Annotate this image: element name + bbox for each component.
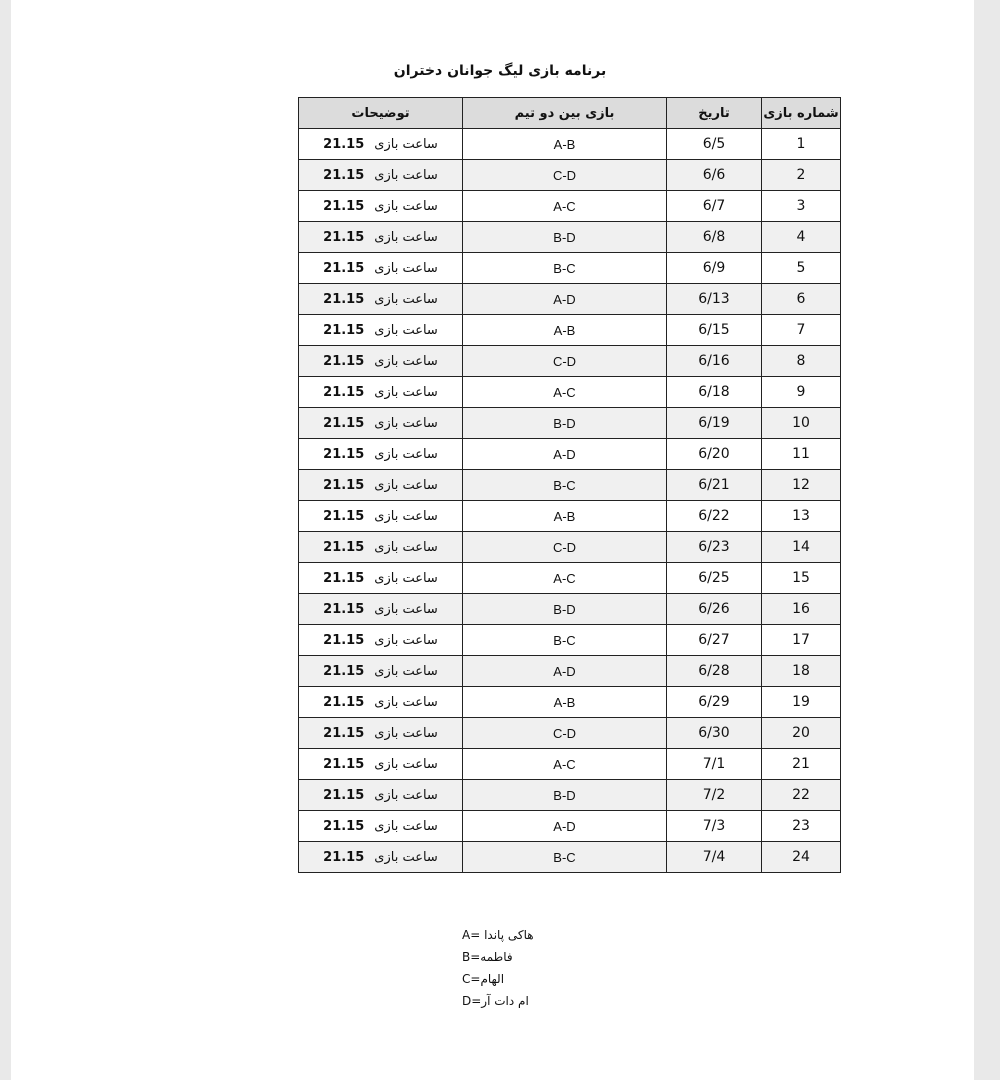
table-row [299,439,841,470]
cell-notes [299,129,463,160]
cell-match: C-D [463,346,667,377]
cell-match: B-D [463,780,667,811]
cell-match: A-D [463,439,667,470]
notes-time: 21.15 [323,230,365,245]
notes-label: ساعت بازی [374,385,438,400]
cell-date: 6/13 [667,284,762,315]
cell-date: 6/25 [667,563,762,594]
notes-time: 21.15 [323,478,365,493]
table-row [299,501,841,532]
cell-notes [299,408,463,439]
table-row [299,129,841,160]
cell-game-number: 7 [762,315,841,346]
table-row [299,470,841,501]
notes-label: ساعت بازی [374,850,438,865]
table-row [299,284,841,315]
cell-match: A-B [463,129,667,160]
notes-time: 21.15 [323,447,365,462]
notes-label: ساعت بازی [374,261,438,276]
notes-time: 21.15 [323,757,365,772]
cell-game-number: 16 [762,594,841,625]
cell-notes [299,656,463,687]
notes-time: 21.15 [323,323,365,338]
cell-game-number: 20 [762,718,841,749]
table-row [299,625,841,656]
cell-date: 6/8 [667,222,762,253]
cell-game-number: 6 [762,284,841,315]
cell-date: 7/4 [667,842,762,873]
cell-notes [299,749,463,780]
cell-match: A-C [463,191,667,222]
cell-game-number: 11 [762,439,841,470]
table-body [299,129,841,873]
cell-date: 6/15 [667,315,762,346]
cell-game-number: 18 [762,656,841,687]
cell-notes [299,470,463,501]
notes-label: ساعت بازی [374,540,438,555]
table-row [299,811,841,842]
notes-content [323,571,438,586]
notes-time: 21.15 [323,571,365,586]
cell-notes [299,532,463,563]
cell-game-number: 17 [762,625,841,656]
cell-date: 6/16 [667,346,762,377]
table-row [299,315,841,346]
cell-notes [299,718,463,749]
notes-label: ساعت بازی [374,571,438,586]
notes-label: ساعت بازی [374,323,438,338]
table-row [299,842,841,873]
notes-label: ساعت بازی [374,757,438,772]
notes-label: ساعت بازی [374,602,438,617]
notes-content [323,850,438,865]
notes-label: ساعت بازی [374,137,438,152]
notes-label: ساعت بازی [374,509,438,524]
notes-label: ساعت بازی [374,726,438,741]
cell-match: A-D [463,284,667,315]
cell-notes [299,687,463,718]
table-row [299,594,841,625]
notes-time: 21.15 [323,509,365,524]
notes-label: ساعت بازی [374,819,438,834]
cell-notes [299,253,463,284]
cell-notes [299,842,463,873]
cell-game-number: 4 [762,222,841,253]
cell-match: B-C [463,470,667,501]
cell-date: 6/21 [667,470,762,501]
cell-date: 6/26 [667,594,762,625]
cell-game-number: 5 [762,253,841,284]
notes-content [323,819,438,834]
notes-content [323,385,438,400]
cell-notes [299,191,463,222]
cell-notes [299,625,463,656]
cell-game-number: 21 [762,749,841,780]
cell-game-number: 15 [762,563,841,594]
notes-time: 21.15 [323,602,365,617]
cell-date: 6/19 [667,408,762,439]
cell-date: 7/2 [667,780,762,811]
cell-game-number: 9 [762,377,841,408]
table-row [299,718,841,749]
legend-item: C=الهام [462,972,505,986]
notes-label: ساعت بازی [374,416,438,431]
notes-label: ساعت بازی [374,168,438,183]
notes-content [323,137,438,152]
header-notes: توضیحات [299,98,463,129]
notes-content [323,261,438,276]
cell-game-number: 23 [762,811,841,842]
cell-date: 6/23 [667,532,762,563]
notes-content [323,757,438,772]
notes-content [323,602,438,617]
table-row [299,532,841,563]
legend-item: A= هاکی پاندا [462,928,534,942]
cell-date: 6/27 [667,625,762,656]
table-row [299,656,841,687]
header-game-number: شماره بازی [762,98,841,129]
notes-content [323,788,438,803]
cell-game-number: 19 [762,687,841,718]
notes-time: 21.15 [323,137,365,152]
table-row [299,408,841,439]
cell-match: B-C [463,625,667,656]
cell-date: 7/1 [667,749,762,780]
cell-game-number: 1 [762,129,841,160]
cell-game-number: 13 [762,501,841,532]
notes-time: 21.15 [323,788,365,803]
cell-match: A-C [463,377,667,408]
header-match: بازی بین دو تیم [463,98,667,129]
table-header-row [299,98,841,129]
cell-notes [299,811,463,842]
table-row [299,687,841,718]
notes-time: 21.15 [323,199,365,214]
notes-time: 21.15 [323,261,365,276]
notes-time: 21.15 [323,168,365,183]
notes-time: 21.15 [323,633,365,648]
notes-label: ساعت بازی [374,447,438,462]
notes-content [323,695,438,710]
cell-match: A-B [463,315,667,346]
cell-match: B-D [463,222,667,253]
notes-content [323,540,438,555]
notes-time: 21.15 [323,540,365,555]
document-title: برنامه بازی لیگ جوانان دختران [393,63,607,79]
notes-time: 21.15 [323,695,365,710]
table-row [299,346,841,377]
cell-match: B-D [463,408,667,439]
cell-date: 6/18 [667,377,762,408]
notes-content [323,168,438,183]
notes-content [323,478,438,493]
cell-match: A-B [463,687,667,718]
header-date: تاریخ [667,98,762,129]
cell-game-number: 8 [762,346,841,377]
cell-game-number: 14 [762,532,841,563]
table-row [299,253,841,284]
table-row [299,160,841,191]
cell-date: 6/30 [667,718,762,749]
table-row [299,377,841,408]
cell-match: A-C [463,563,667,594]
schedule-table [298,97,841,873]
notes-label: ساعت بازی [374,633,438,648]
notes-time: 21.15 [323,416,365,431]
table-row [299,780,841,811]
cell-notes [299,315,463,346]
legend-item: B=فاطمه [462,950,513,964]
notes-content [323,509,438,524]
cell-game-number: 12 [762,470,841,501]
notes-label: ساعت بازی [374,478,438,493]
cell-notes [299,501,463,532]
cell-match: B-C [463,842,667,873]
notes-label: ساعت بازی [374,292,438,307]
notes-label: ساعت بازی [374,230,438,245]
notes-label: ساعت بازی [374,354,438,369]
cell-date: 6/20 [667,439,762,470]
cell-notes [299,284,463,315]
table-row [299,222,841,253]
cell-game-number: 10 [762,408,841,439]
notes-time: 21.15 [323,292,365,307]
notes-time: 21.15 [323,726,365,741]
table-row [299,191,841,222]
notes-content [323,230,438,245]
cell-notes [299,346,463,377]
cell-game-number: 22 [762,780,841,811]
notes-content [323,447,438,462]
cell-date: 6/28 [667,656,762,687]
cell-date: 6/22 [667,501,762,532]
cell-match: A-B [463,501,667,532]
cell-notes [299,594,463,625]
cell-match: C-D [463,160,667,191]
notes-time: 21.15 [323,850,365,865]
cell-notes [299,222,463,253]
cell-notes [299,780,463,811]
cell-date: 6/5 [667,129,762,160]
cell-match: B-D [463,594,667,625]
table-row [299,749,841,780]
team-legend [462,924,534,1012]
notes-time: 21.15 [323,664,365,679]
cell-match: B-C [463,253,667,284]
notes-content [323,354,438,369]
notes-content [323,633,438,648]
cell-notes [299,377,463,408]
cell-notes [299,563,463,594]
notes-time: 21.15 [323,385,365,400]
notes-label: ساعت بازی [374,788,438,803]
cell-date: 6/6 [667,160,762,191]
cell-match: C-D [463,718,667,749]
cell-game-number: 24 [762,842,841,873]
notes-time: 21.15 [323,819,365,834]
notes-content [323,323,438,338]
cell-match: A-C [463,749,667,780]
cell-game-number: 2 [762,160,841,191]
notes-label: ساعت بازی [374,664,438,679]
cell-notes [299,160,463,191]
notes-content [323,664,438,679]
cell-match: A-D [463,811,667,842]
notes-content [323,199,438,214]
table-row [299,563,841,594]
legend-item: D=ام دات آر [462,994,529,1008]
cell-notes [299,439,463,470]
cell-date: 7/3 [667,811,762,842]
notes-label: ساعت بازی [374,695,438,710]
cell-date: 6/29 [667,687,762,718]
cell-date: 6/7 [667,191,762,222]
cell-game-number: 3 [762,191,841,222]
cell-match: A-D [463,656,667,687]
cell-date: 6/9 [667,253,762,284]
notes-content [323,726,438,741]
cell-match: C-D [463,532,667,563]
notes-time: 21.15 [323,354,365,369]
notes-label: ساعت بازی [374,199,438,214]
notes-content [323,292,438,307]
notes-content [323,416,438,431]
